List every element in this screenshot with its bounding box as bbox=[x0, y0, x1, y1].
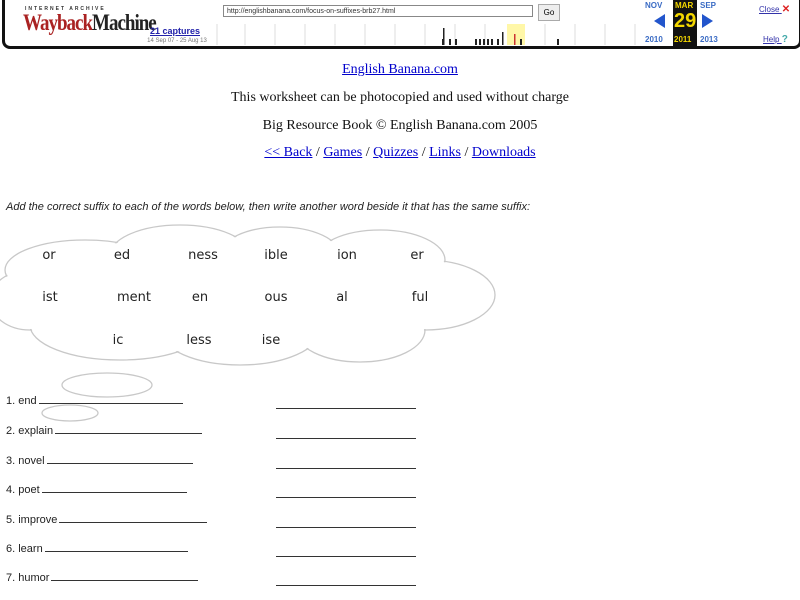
question-word: 2. explain bbox=[6, 425, 54, 437]
suffix-word: en bbox=[191, 290, 209, 305]
question-item bbox=[6, 514, 207, 526]
question-item bbox=[6, 425, 202, 437]
suffix-word: or bbox=[42, 248, 56, 263]
go-button[interactable]: Go bbox=[538, 4, 560, 21]
question-word: 1. end bbox=[6, 395, 37, 407]
suffix-word: ment bbox=[117, 290, 151, 305]
question-word: 3. novel bbox=[6, 455, 45, 467]
nav-links bbox=[0, 145, 800, 161]
nav-links-link[interactable]: Links bbox=[429, 145, 461, 160]
close-label: Close bbox=[759, 5, 780, 14]
thought-cloud bbox=[0, 215, 500, 425]
wayback-logo[interactable] bbox=[23, 11, 156, 37]
answer-blank[interactable] bbox=[51, 572, 198, 581]
next-year[interactable]: 2013 bbox=[700, 35, 718, 44]
answer-blank[interactable] bbox=[47, 455, 193, 464]
sep: / bbox=[365, 145, 370, 160]
nav-quizzes[interactable]: Quizzes bbox=[373, 145, 419, 160]
copy-notice: This worksheet can be photocopied and used without charge bbox=[231, 90, 569, 105]
help-icon[interactable]: ? bbox=[781, 34, 788, 45]
logo-part: Machine bbox=[92, 10, 156, 36]
internet-archive-label: INTERNET ARCHIVE bbox=[25, 6, 106, 12]
next-arrow-icon[interactable] bbox=[702, 14, 713, 28]
suffix-word: ed bbox=[113, 248, 131, 263]
capture-timeline[interactable] bbox=[215, 24, 645, 45]
question-word: 5. improve bbox=[6, 514, 58, 526]
question-word: 4. poet bbox=[6, 484, 40, 496]
suffix-word: er bbox=[410, 248, 424, 263]
question-word: 6. learn bbox=[6, 543, 43, 555]
answer-blank[interactable] bbox=[45, 543, 188, 552]
question-item bbox=[6, 455, 193, 467]
suffix-word: ous bbox=[264, 290, 288, 305]
url-input[interactable]: http://englishbanana.com/focus-on-suffixes-brb27.html bbox=[223, 5, 533, 17]
suffix-word: ness bbox=[188, 248, 218, 263]
prev-year[interactable]: 2010 bbox=[645, 35, 663, 44]
similar-word-blank[interactable] bbox=[276, 527, 416, 528]
nav-games[interactable]: Games bbox=[323, 145, 363, 160]
capture-range: 14 Sep 07 - 25 Aug 13 bbox=[147, 38, 207, 44]
question-item bbox=[6, 572, 198, 584]
similar-word-blank[interactable] bbox=[276, 468, 416, 469]
similar-word-blank[interactable] bbox=[276, 556, 416, 557]
prev-month[interactable]: NOV bbox=[645, 1, 663, 10]
wayback-toolbar bbox=[2, 0, 800, 49]
answer-blank[interactable] bbox=[59, 514, 207, 523]
suffix-word: ist bbox=[42, 290, 58, 305]
help-link[interactable] bbox=[763, 34, 788, 45]
current-year: 2011 bbox=[674, 35, 692, 44]
close-link[interactable] bbox=[759, 4, 790, 15]
answer-blank[interactable] bbox=[39, 395, 183, 404]
question-item bbox=[6, 395, 183, 407]
suffix-word: ic bbox=[112, 333, 124, 348]
suffix-word: ful bbox=[411, 290, 429, 305]
nav-back[interactable]: << Back bbox=[264, 145, 313, 160]
similar-word-blank[interactable] bbox=[276, 408, 416, 409]
current-capture bbox=[673, 0, 697, 46]
similar-word-blank[interactable] bbox=[276, 497, 416, 498]
suffix-word: ible bbox=[264, 248, 288, 263]
instructions: Add the correct suffix to each of the words below, then write another word beside it that has the same suffix: bbox=[6, 201, 531, 213]
question-word: 7. humor bbox=[6, 572, 50, 584]
help-label: Help bbox=[763, 35, 780, 44]
answer-blank[interactable] bbox=[55, 425, 202, 434]
answer-blank[interactable] bbox=[42, 484, 187, 493]
current-month: MAR bbox=[675, 1, 694, 10]
prev-arrow-icon[interactable] bbox=[654, 14, 665, 28]
similar-word-blank[interactable] bbox=[276, 438, 416, 439]
suffix-word: less bbox=[186, 333, 212, 348]
logo-part: Wayback bbox=[23, 10, 93, 36]
question-item bbox=[6, 484, 187, 496]
sep: / bbox=[315, 145, 320, 160]
current-day: 29 bbox=[674, 10, 697, 32]
close-icon[interactable]: ✕ bbox=[781, 4, 791, 15]
sep: / bbox=[421, 145, 426, 160]
copyright: Big Resource Book © English Banana.com 2005 bbox=[262, 118, 538, 133]
next-month[interactable]: SEP bbox=[700, 1, 717, 10]
similar-word-blank[interactable] bbox=[276, 585, 416, 586]
captures-link[interactable]: 21 captures bbox=[149, 26, 201, 36]
site-link[interactable]: English Banana.com bbox=[342, 62, 458, 77]
suffix-word: ise bbox=[261, 333, 281, 348]
suffix-word: ion bbox=[337, 248, 357, 263]
nav-downloads[interactable]: Downloads bbox=[471, 145, 536, 160]
sep: / bbox=[464, 145, 469, 160]
suffix-word: al bbox=[336, 290, 348, 305]
question-item bbox=[6, 543, 188, 555]
